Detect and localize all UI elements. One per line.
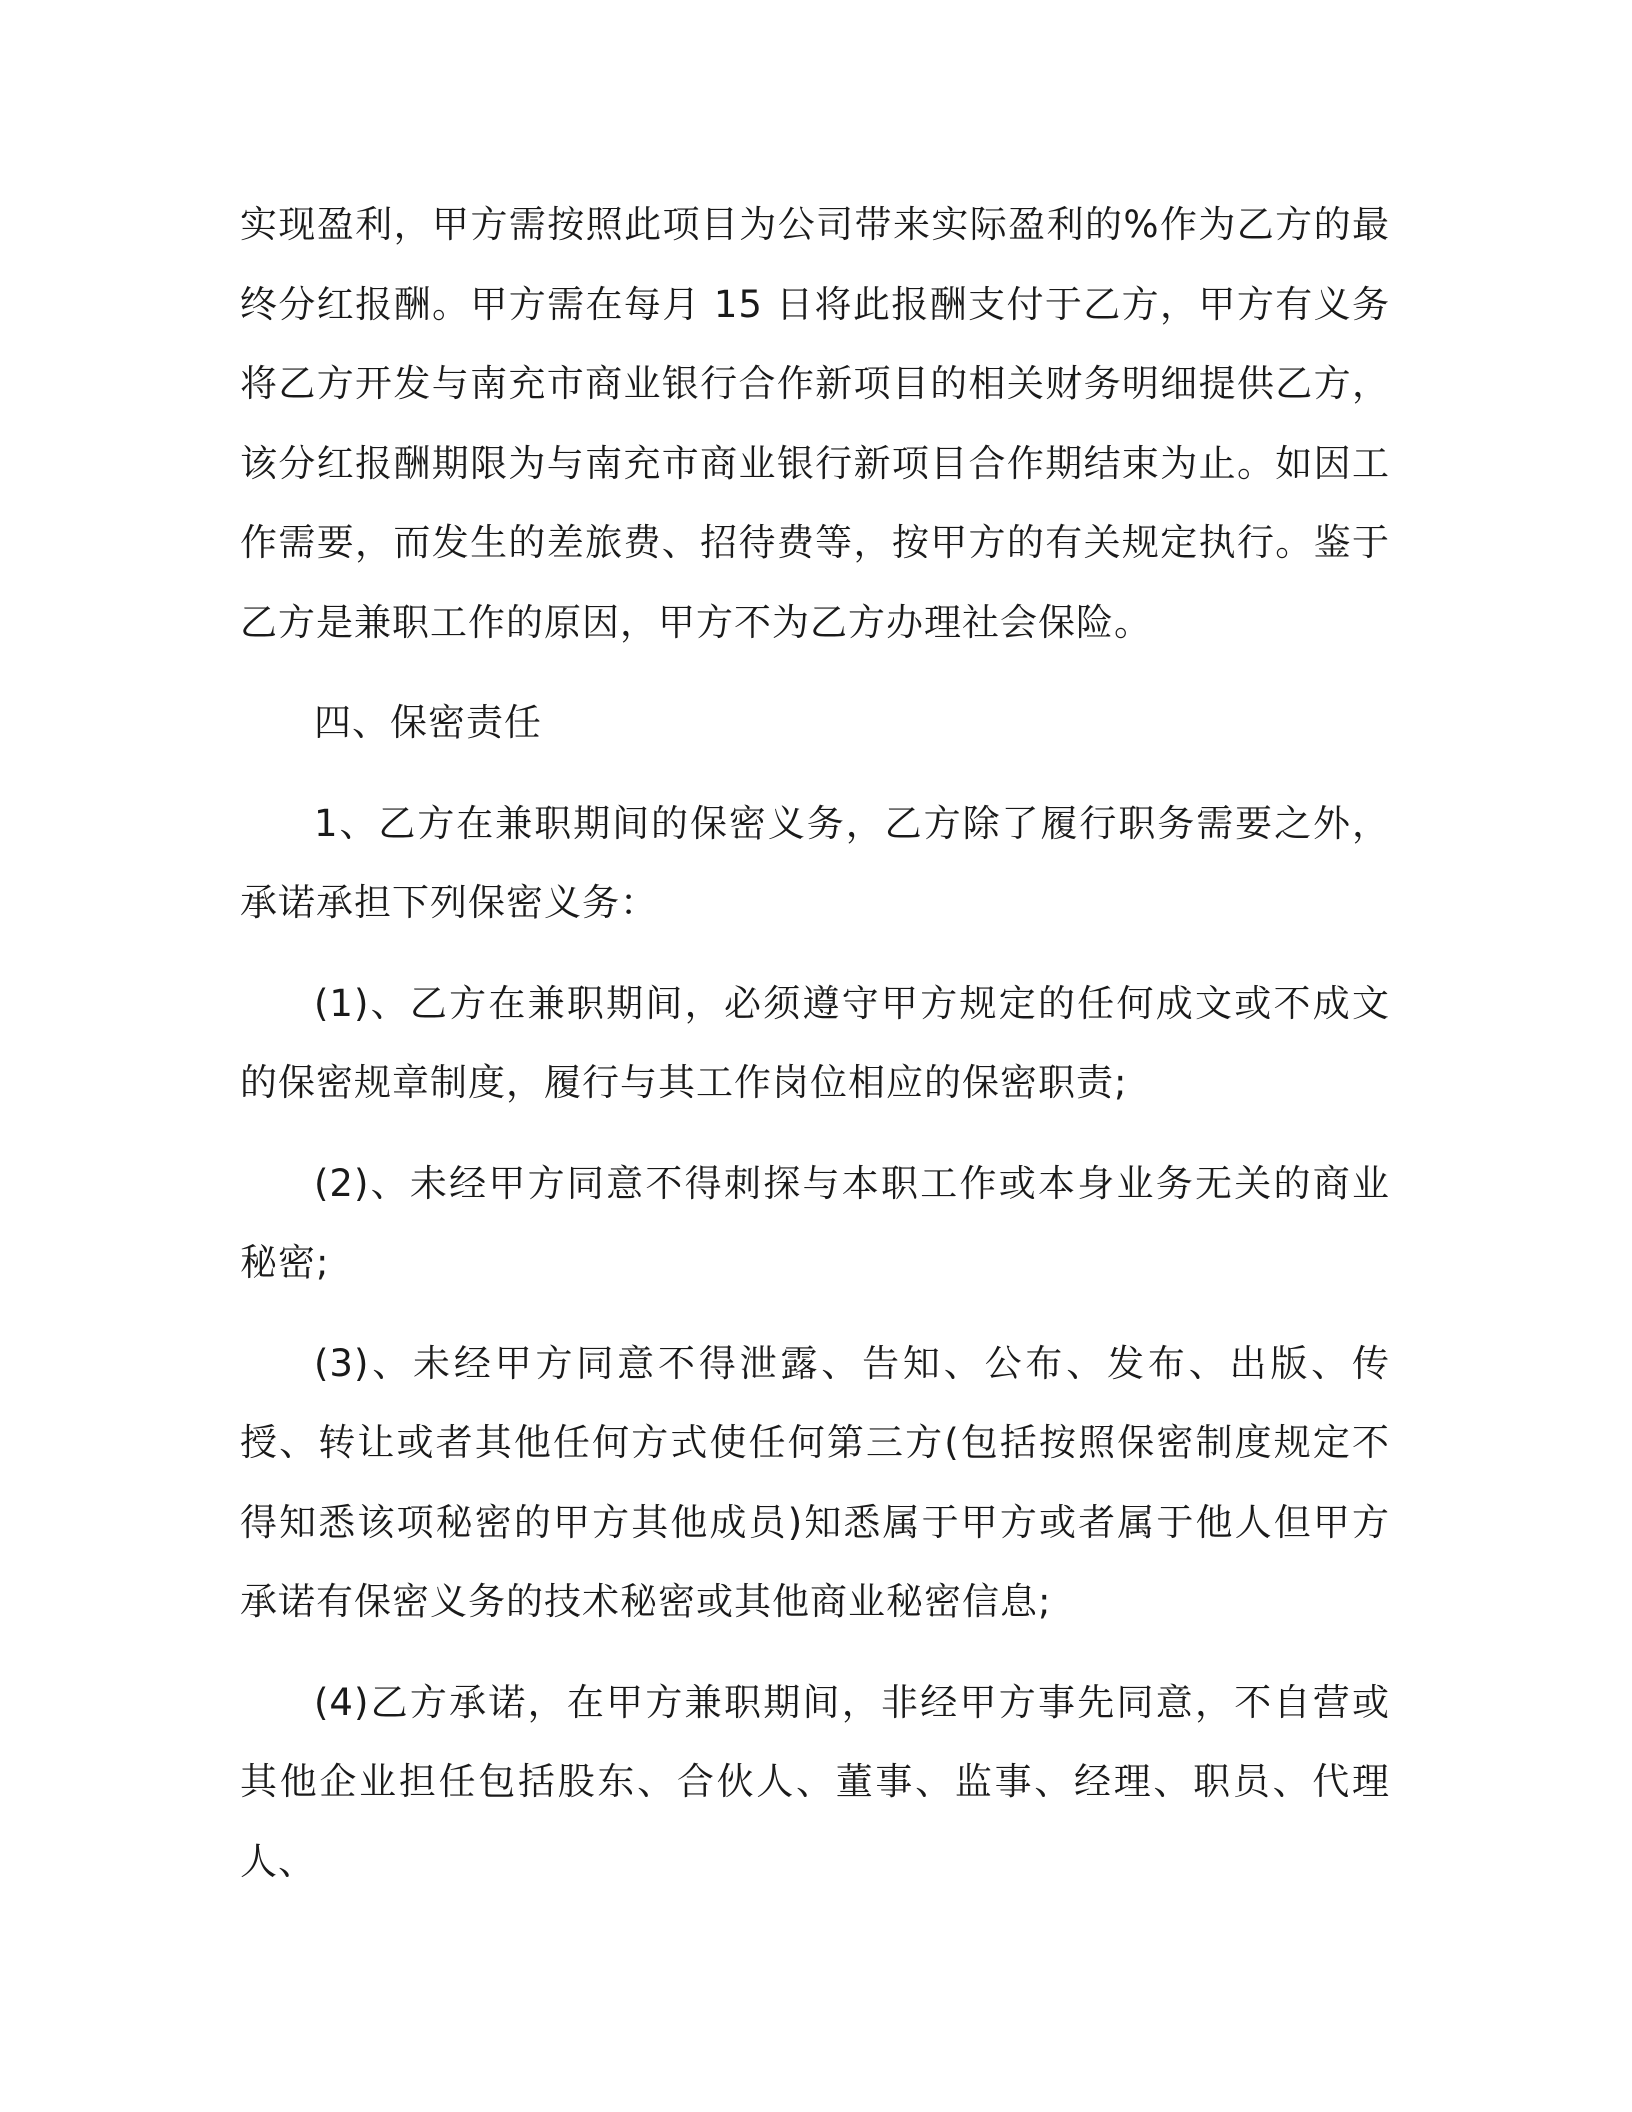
document-body	[240, 185, 1390, 1922]
clause-1-confidentiality-duty: 1、乙方在兼职期间的保密义务，乙方除了履行职务需要之外，承诺承担下列保密义务：	[240, 801, 1390, 924]
section-heading-confidentiality: 四、保密责任	[314, 701, 542, 744]
clause-1-item-3: (3)、未经甲方同意不得泄露、告知、公布、发布、出版、传授、转让或者其他任何方式使任何第三方(包括按照保密制度规定不得知悉该项秘密的甲方其他成员)知悉属于甲方或者属于他人但甲方承诺有保密义务的技术秘密或其他商业秘密信息;	[240, 1341, 1390, 1623]
paragraph-profit-sharing: 实现盈利，甲方需按照此项目为公司带来实际盈利的%作为乙方的最终分红报酬。甲方需在每月 15 日将此报酬支付于乙方，甲方有义务将乙方开发与南充市商业银行合作新项目的相关财务明细提供乙方，该分红报酬期限为与南充市商业银行新项目合作期结束为止。如因工作需要，而发生的差旅费、招待费等，按甲方的有关规定执行。鉴于乙方是兼职工作的原因，甲方不为乙方办理社会保险。	[240, 203, 1390, 644]
clause-1-item-2: (2)、未经甲方同意不得刺探与本职工作或本身业务无关的商业秘密;	[240, 1161, 1390, 1284]
clause-1-item-1: (1)、乙方在兼职期间，必须遵守甲方规定的任何成文或不成文的保密规章制度，履行与其工作岗位相应的保密职责;	[240, 981, 1390, 1104]
clause-1-item-4: (4)乙方承诺，在甲方兼职期间，非经甲方事先同意，不自营或其他企业担任包括股东、合伙人、董事、监事、经理、职员、代理人、	[240, 1680, 1390, 1883]
